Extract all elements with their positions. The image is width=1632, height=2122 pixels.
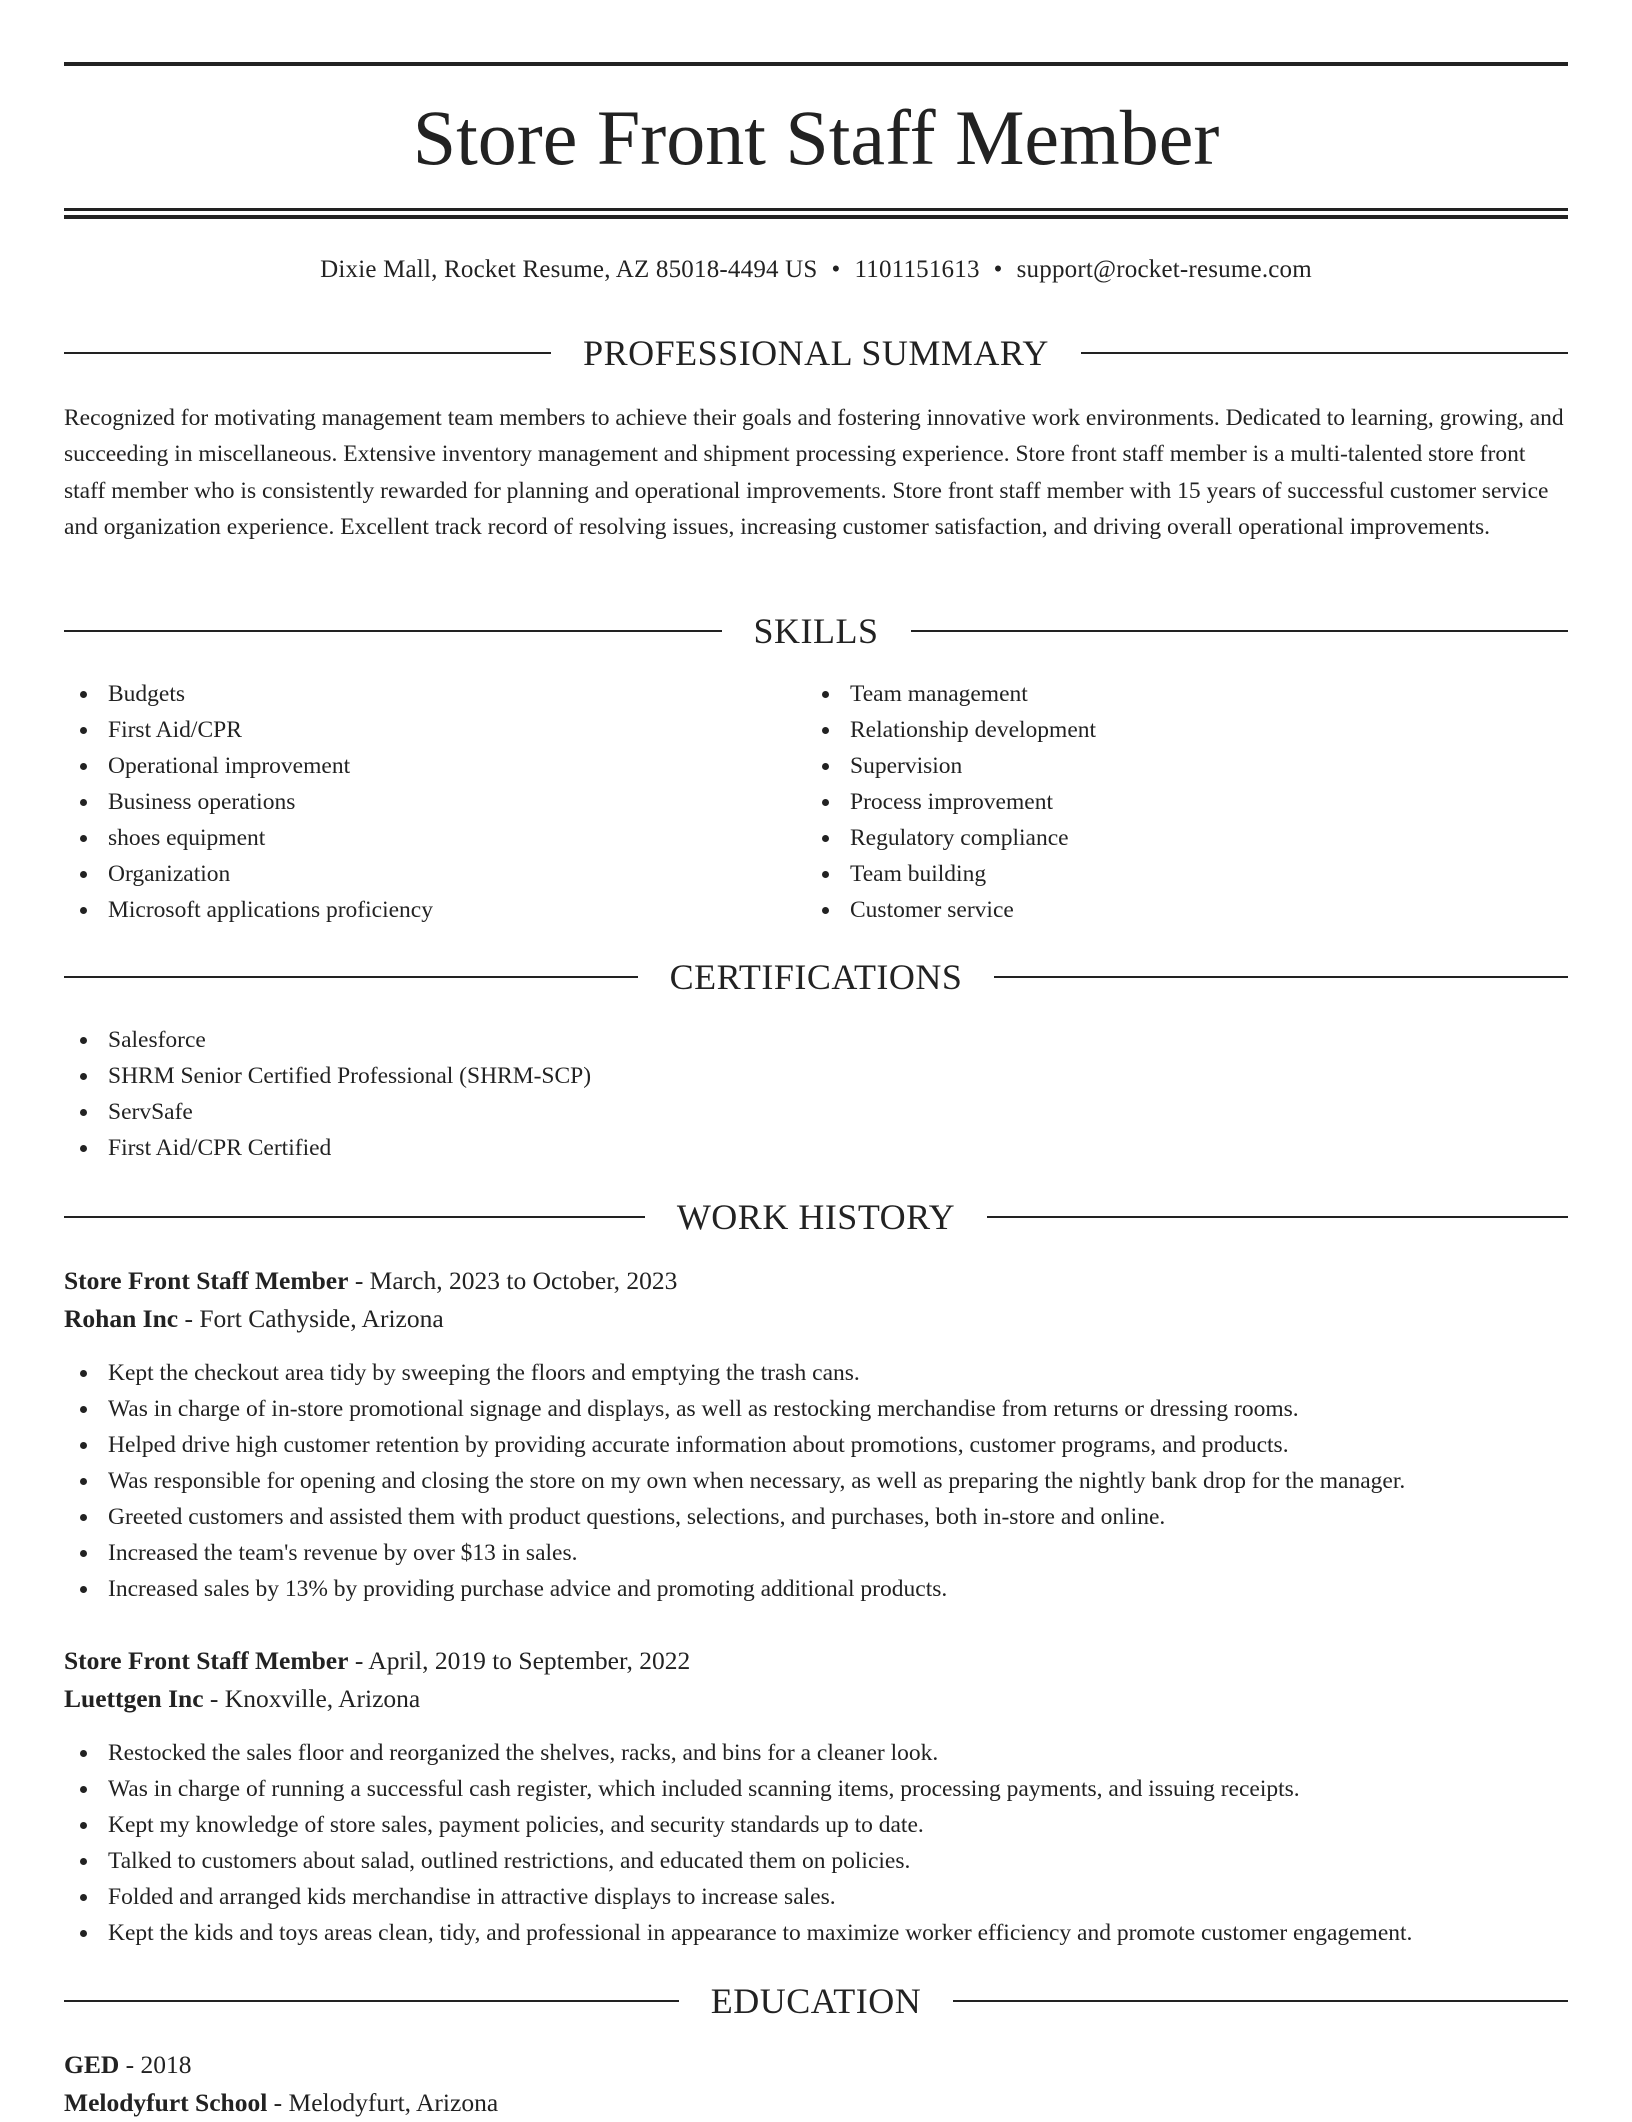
contact-email: support@rocket-resume.com: [1016, 256, 1312, 283]
job-location: - Fort Cathyside, Arizona: [178, 1304, 444, 1333]
contact-separator: •: [831, 256, 841, 283]
duty-item: Kept my knowledge of store sales, payment policies, and security standards up to date.: [64, 1807, 1568, 1843]
education-year: - 2018: [119, 2050, 192, 2079]
education-school: Melodyfurt School: [64, 2088, 268, 2117]
skill-item: Microsoft applications proficiency: [64, 892, 804, 928]
job-title-line: [64, 1262, 1568, 1300]
skills-list-right: [806, 676, 1546, 928]
skill-item: Process improvement: [806, 784, 1546, 820]
skill-item: Team management: [806, 676, 1546, 712]
job-location: - Knoxville, Arizona: [203, 1684, 421, 1713]
duty-item: Increased the team's revenue by over $13 in sales.: [64, 1535, 1568, 1571]
education-degree: GED: [64, 2050, 120, 2079]
education-heading: [64, 1978, 1568, 2024]
certification-item: Salesforce: [64, 1022, 1568, 1058]
skill-item: Customer service: [806, 892, 1546, 928]
heading-rule: [953, 2000, 1568, 2002]
skills-list-left: [64, 676, 804, 928]
certification-item: ServSafe: [64, 1094, 1568, 1130]
job-duties-list: [64, 1355, 1568, 1607]
skill-item: Supervision: [806, 748, 1546, 784]
duty-item: Kept the checkout area tidy by sweeping the floors and emptying the trash cans.: [64, 1355, 1568, 1391]
heading-rule: [64, 352, 551, 354]
heading-rule: [64, 630, 722, 632]
heading-rule: [64, 1216, 645, 1218]
section-title: SKILLS: [753, 611, 879, 651]
skill-item: Team building: [806, 856, 1546, 892]
skill-item: shoes equipment: [64, 820, 804, 856]
section-title: EDUCATION: [710, 1981, 922, 2021]
duty-item: Increased sales by 13% by providing purchase advice and promoting additional products.: [64, 1571, 1568, 1607]
job-dates: - March, 2023 to October, 2023: [348, 1266, 678, 1295]
job-company: Rohan Inc: [64, 1304, 179, 1333]
skill-item: Relationship development: [806, 712, 1546, 748]
heading-rule: [911, 630, 1569, 632]
certifications-heading: [64, 954, 1568, 1000]
summary-text: Recognized for motivating management team members to achieve their goals and fostering innovative work environments. Dedicated to learning, growing, and succeeding in miscellaneous. Extensive inventory management and shipment processing experience. Store front staff member is a multi-talented store front staff member who is consistently rewarded for planning and operational improvements. Store front staff member with 15 years of successful customer service and organization experience. Excellent track record of resolving issues, increasing customer satisfaction, and driving overall operational improvements.: [64, 405, 1564, 541]
heading-rule: [994, 976, 1568, 978]
job-company: Luettgen Inc: [64, 1684, 204, 1713]
duty-item: Restocked the sales floor and reorganized the shelves, racks, and bins for a cleaner look.: [64, 1735, 1568, 1771]
skills-heading: [64, 608, 1568, 654]
work-history-heading: [64, 1194, 1568, 1240]
duty-item: Was responsible for opening and closing the store on my own when necessary, as well as preparing the nightly bank drop for the manager.: [64, 1463, 1568, 1499]
skill-item: First Aid/CPR: [64, 712, 804, 748]
contact-separator: •: [993, 256, 1003, 283]
duty-item: Talked to customers about salad, outlined restrictions, and educated them on policies.: [64, 1843, 1568, 1879]
education-school-line: [64, 2084, 1568, 2122]
job-title: Store Front Staff Member: [64, 1266, 349, 1295]
education-location: - Melodyfurt, Arizona: [267, 2088, 499, 2117]
duty-item: Greeted customers and assisted them with product questions, selections, and purchases, both in-store and online.: [64, 1499, 1568, 1535]
job-company-line: [64, 1680, 1568, 1718]
job-title-line: [64, 1642, 1568, 1680]
skill-item: Business operations: [64, 784, 804, 820]
certifications-list: [64, 1022, 1568, 1166]
skill-item: Budgets: [64, 676, 804, 712]
certification-item: SHRM Senior Certified Professional (SHRM-SCP): [64, 1058, 1568, 1094]
duty-item: Helped drive high customer retention by providing accurate information about promotions, customer programs, and products.: [64, 1427, 1568, 1463]
heading-rule: [64, 976, 638, 978]
resume-title: Store Front Staff Member: [412, 94, 1220, 181]
contact-address: Dixie Mall, Rocket Resume, AZ 85018-4494 US: [320, 256, 818, 283]
title-double-rule: [64, 208, 1568, 219]
job-company-line: [64, 1300, 1568, 1338]
top-rule: [64, 62, 1568, 66]
certification-item: First Aid/CPR Certified: [64, 1130, 1568, 1166]
contact-phone: 1101151613: [854, 256, 980, 283]
heading-rule: [64, 2000, 679, 2002]
duty-item: Was in charge of in-store promotional signage and displays, as well as restocking merchandise from returns or dressing rooms.: [64, 1391, 1568, 1427]
heading-rule: [987, 1216, 1568, 1218]
section-title: PROFESSIONAL SUMMARY: [583, 333, 1049, 373]
section-title: WORK HISTORY: [676, 1197, 956, 1237]
duty-item: Kept the kids and toys areas clean, tidy, and professional in appearance to maximize worker efficiency and promote customer engagement.: [64, 1915, 1568, 1951]
section-title: CERTIFICATIONS: [669, 957, 963, 997]
skill-item: Regulatory compliance: [806, 820, 1546, 856]
job-duties-list: [64, 1735, 1568, 1951]
skill-item: Organization: [64, 856, 804, 892]
contact-line: [64, 252, 1568, 288]
duty-item: Was in charge of running a successful cash register, which included scanning items, processing payments, and issuing receipts.: [64, 1771, 1568, 1807]
job-title: Store Front Staff Member: [64, 1646, 349, 1675]
heading-rule: [1081, 352, 1568, 354]
skill-item: Operational improvement: [64, 748, 804, 784]
job-dates: - April, 2019 to September, 2022: [348, 1646, 691, 1675]
summary-heading: [64, 330, 1568, 376]
education-degree-line: [64, 2046, 1568, 2084]
duty-item: Folded and arranged kids merchandise in attractive displays to increase sales.: [64, 1879, 1568, 1915]
